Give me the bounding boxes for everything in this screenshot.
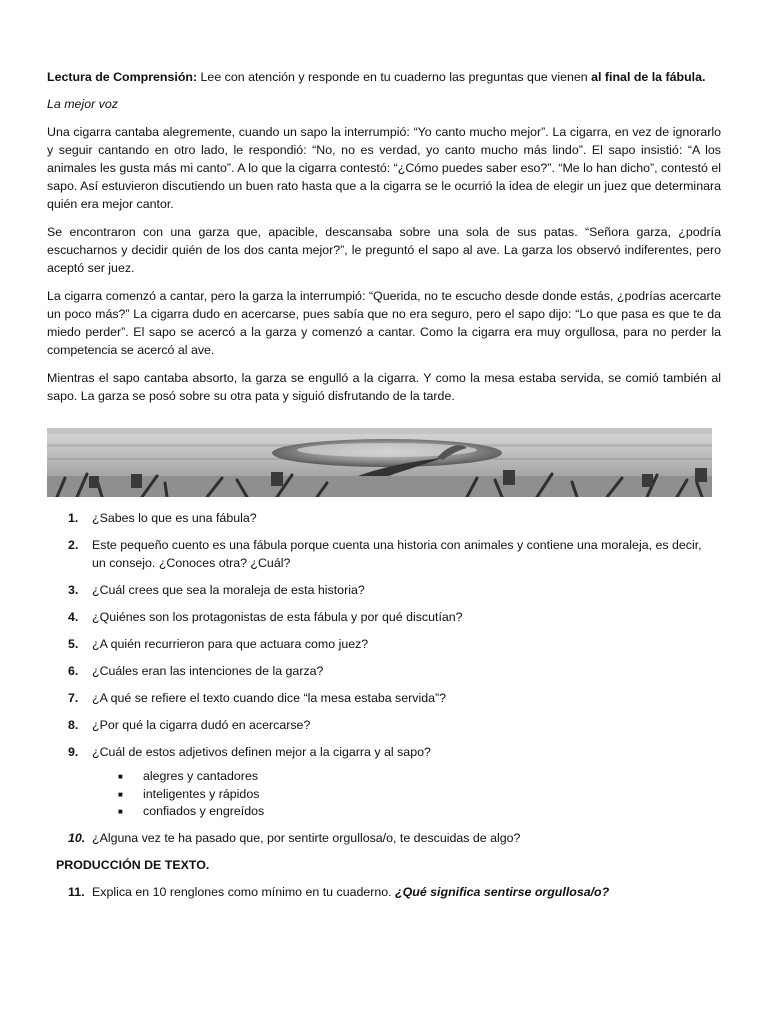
question-number: 4. [68,610,79,624]
question-number: 2. [68,538,79,552]
section-title: PRODUCCIÓN DE TEXTO. [56,857,210,872]
question-text: ¿Sabes lo que es una fábula? [92,511,257,525]
question-item [68,689,708,707]
heron-illustration-banner [47,428,712,497]
reading-section [47,68,721,415]
question-number: 10. [68,830,86,845]
story-title: La mejor voz [47,97,118,111]
question-text: ¿Alguna vez te ha pasado que, por sentirte orgullosa/o, te descuidas de algo? [92,830,521,845]
question-text: ¿A qué se refiere el texto cuando dice “la mesa estaba servida”? [92,691,447,705]
option-item [118,768,708,786]
question-item [68,883,708,901]
question-item [68,635,708,653]
option-item [118,803,708,821]
question-text: ¿A quién recurrieron para que actuara como juez? [92,637,369,651]
option-text: alegres y cantadores [143,769,259,783]
instructions [47,68,721,86]
story-paragraph: Mientras el sapo cantaba absorto, la garza se engulló a la cigarra. Y como la mesa estaba servida, se comió también al sapo. La garza se posó sobre su otra pata y siguió disfrutando de la tarde. [47,371,721,403]
bullet-square-icon: ■ [118,772,123,781]
bullet-square-icon: ■ [118,789,123,799]
question-text: ¿Por qué la cigarra dudó en acercarse? [92,718,311,732]
question-item [68,662,708,680]
question-number: 3. [68,583,79,597]
question-text: Este pequeño cuento es una fábula porque cuenta una historia con animales y contiene una moraleja, es decir, un consejo. ¿Conoces otra? ¿Cuál? [92,538,702,570]
heron-illustration [47,428,712,497]
instructions-text: Lee con atención y responde en tu cuaderno las preguntas que vienen [197,70,592,84]
adjective-options [118,768,708,821]
story-paragraph: La cigarra comenzó a cantar, pero la garza la interrumpió: “Querida, no te escucho desde donde estás, ¿podrías acercarte un poco más?” La cigarra dudo en acercarse, pues sabía que no era seguro, pero el sapo dijo: “Lo que pasa es que te da miedo perder”. El sapo se acercó a la garza y comenzó a cantar. Como la cigarra era muy orgullosa, para no perder la competencia se acercó al ave. [47,289,721,357]
question-text: ¿Cuáles eran las intenciones de la garza? [92,664,324,678]
question-text: ¿Quiénes son los protagonistas de esta fábula y por qué discutían? [92,610,463,624]
option-text: confiados y engreídos [143,804,265,818]
question-text-italic: ¿Qué significa sentirse orgullosa/o? [395,884,610,899]
question-text: ¿Cuál de estos adjetivos definen mejor a la cigarra y al sapo? [92,745,431,759]
question-text: ¿Cuál crees que sea la moraleja de esta historia? [92,583,365,597]
question-item [68,581,708,599]
instructions-label: Lectura de Comprensión: [47,70,198,84]
question-number: 5. [68,637,79,651]
question-item [68,716,708,734]
instructions-bold-end: al final de la fábula. [591,70,706,84]
question-item [68,743,708,761]
question-item [68,536,708,572]
story-paragraph: Se encontraron con una garza que, apacible, descansaba sobre una sola de sus patas. “Señora garza, ¿podría escucharnos y decidir quién de los dos canta mejor?”, le preguntó el sapo al ave. La garza los observó indiferentes, pero aceptó ser juez. [47,225,721,275]
bullet-square-icon: ■ [118,807,123,816]
story-paragraph: Una cigarra cantaba alegremente, cuando un sapo la interrumpió: “Yo canto mucho mejor”. La cigarra, en vez de ignorarlo y seguir cantando en otro lado, le respondió: “No, no es verdad, yo canto mucho más lindo”. El sapo insistió: “A los animales les gusta más mi canto”. A lo que la cigarra contestó: “¿Cómo puedes saber eso?”. “Me lo han dicho”, contestó el sapo. Así estuvieron discutiendo un buen rato hasta que a la cigarra se le ocurrió la idea de elegir un juez que determinara quién era mejor cantor. [47,125,721,211]
question-number: 8. [68,718,79,732]
question-number: 7. [68,691,79,705]
question-number: 11. [68,884,85,899]
question-number: 1. [68,511,79,525]
question-item [68,509,708,527]
question-text-plain: Explica en 10 renglones como mínimo en tu cuaderno. [92,884,396,899]
option-text: inteligentes y rápidos [143,786,260,801]
question-number: 6. [68,664,79,678]
question-item [68,829,708,847]
question-text [92,883,708,901]
question-item [68,608,708,626]
questions-list [56,509,708,910]
question-number: 9. [68,745,79,759]
option-item [118,786,708,804]
